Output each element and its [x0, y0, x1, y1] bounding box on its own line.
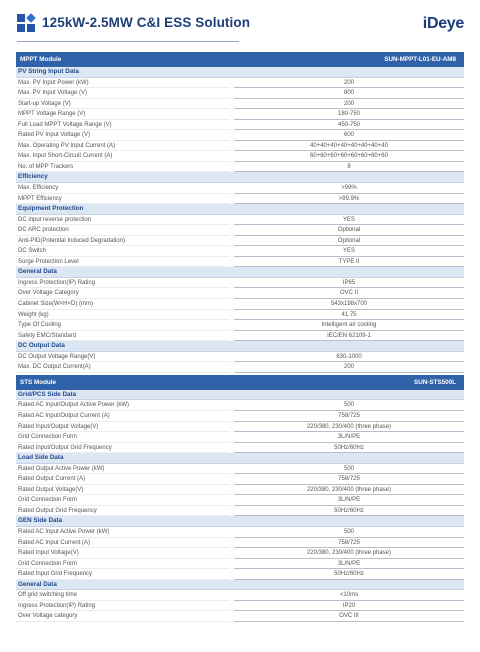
spec-label: MPPT Efficiency: [16, 194, 230, 205]
module-model: SUN-STS500L: [414, 378, 456, 386]
spec-row: [16, 474, 464, 485]
page-title: 125kW-2.5MW C&I ESS Solution: [42, 15, 251, 30]
section-heading: Load Side Data: [16, 453, 464, 464]
spec-row: [16, 506, 464, 517]
spec-label: Rated Output Current (A): [16, 474, 230, 485]
spec-row: [16, 422, 464, 433]
spec-label: Rated Input/Output Grid Frequency: [16, 443, 230, 454]
sts-module-header: [16, 375, 464, 390]
spec-value: 500: [234, 527, 464, 538]
spec-label: Rated Output Voltage(V): [16, 485, 230, 496]
spec-label: Rated Input Voltage(V): [16, 548, 230, 559]
spec-row: [16, 88, 464, 99]
spec-label: Rated AC Input/Output Current (A): [16, 411, 230, 422]
spec-label: Rated AC Input Current (A): [16, 538, 230, 549]
section-heading: Equipment Protection: [16, 204, 464, 215]
spec-label: Grid Connection Form: [16, 495, 230, 506]
spec-value: TYPE II: [234, 257, 464, 268]
spec-row: [16, 464, 464, 475]
spec-label: No. of MPP Trackers: [16, 162, 230, 173]
spec-value: YES: [234, 246, 464, 257]
section-heading: DC Output Data: [16, 341, 464, 352]
spec-value: 500: [234, 464, 464, 475]
spec-row: [16, 183, 464, 194]
module-label: STS Module: [20, 378, 57, 386]
spec-value: 3L/N/PE: [234, 495, 464, 506]
spec-row: [16, 569, 464, 580]
spec-value: 600: [234, 130, 464, 141]
spec-row: [16, 611, 464, 622]
spec-row: [16, 288, 464, 299]
spec-value: 630-1000: [234, 352, 464, 363]
spec-row: [16, 527, 464, 538]
spec-label: Surge Protection Level: [16, 257, 230, 268]
spec-label: Grid Connection Form: [16, 559, 230, 570]
spec-value: 180-750: [234, 109, 464, 120]
module-model: SUN-MPPT-L01-EU-AM8: [384, 56, 456, 63]
spec-label: Max. PV Input Voltage (V): [16, 88, 230, 99]
spec-value: 500: [234, 400, 464, 411]
spec-value: 543x198x700: [234, 299, 464, 310]
spec-label: Safety EMC/Standard: [16, 331, 230, 342]
spec-label: Rated AC Input/Output Active Power (kW): [16, 400, 230, 411]
spec-value: 3L/N/PE: [234, 559, 464, 570]
spec-label: Type Of Cooling: [16, 320, 230, 331]
spec-row: [16, 162, 464, 173]
spec-row: [16, 432, 464, 443]
spec-label: Max. DC Output Current(A): [16, 362, 230, 373]
spec-value: 200: [234, 362, 464, 373]
section-heading: Efficiency: [16, 172, 464, 183]
spec-row: [16, 78, 464, 89]
spec-value: Intelligent air cooling: [234, 320, 464, 331]
spec-row: [16, 411, 464, 422]
spec-label: Rated Output Active Power (kW): [16, 464, 230, 475]
spec-value: 3L/N/PE: [234, 432, 464, 443]
section-heading: General Data: [16, 580, 464, 591]
squares-logo-icon: [17, 14, 37, 34]
spec-row: [16, 194, 464, 205]
spec-row: [16, 310, 464, 321]
spec-row: [16, 215, 464, 226]
spec-label: DC Output Voltage Range(V): [16, 352, 230, 363]
spec-row: [16, 590, 464, 601]
spec-label: Max. PV Input Power (kW): [16, 78, 230, 89]
spec-label: Anti-PID(Potential Induced Degradation): [16, 236, 230, 247]
spec-value: Optional: [234, 225, 464, 236]
spec-row: [16, 320, 464, 331]
spec-value: 50Hz/60Hz: [234, 443, 464, 454]
mppt-spec-table: [16, 67, 464, 373]
spec-value: 758/725: [234, 538, 464, 549]
spec-label: Off grid switching time: [16, 590, 230, 601]
spec-value: YES: [234, 215, 464, 226]
spec-row: [16, 559, 464, 570]
spec-value: Optional: [234, 236, 464, 247]
spec-value: 8: [234, 162, 464, 173]
brand-logo: [423, 15, 464, 33]
spec-row: [16, 495, 464, 506]
spec-row: [16, 130, 464, 141]
spec-value: 40+40+40+40+40+40+40+40: [234, 141, 464, 152]
spec-value: >99%: [234, 183, 464, 194]
spec-label: Over Voltage category: [16, 611, 230, 622]
spec-value: 200: [234, 99, 464, 110]
spec-value: <10ms: [234, 590, 464, 601]
spec-row: [16, 257, 464, 268]
section-heading: GEN Side Data: [16, 516, 464, 527]
spec-label: Ingress Protection(IP) Rating: [16, 601, 230, 612]
spec-label: Rated PV Input Voltage (V): [16, 130, 230, 141]
spec-label: DC ARC protection: [16, 225, 230, 236]
spec-label: Max. Operating PV Input Current (A): [16, 141, 230, 152]
spec-value: 41.75: [234, 310, 464, 321]
spec-row: [16, 443, 464, 454]
spec-row: [16, 151, 464, 162]
spec-label: Rated Input/Output Voltage(V): [16, 422, 230, 433]
spec-value: 758/725: [234, 411, 464, 422]
spec-value: OVC III: [234, 611, 464, 622]
spec-label: Max. Efficiency: [16, 183, 230, 194]
spec-value: 50Hz/60Hz: [234, 569, 464, 580]
spec-value: 800: [234, 88, 464, 99]
section-heading: PV String Input Data: [16, 67, 464, 78]
spec-value: >99.9%: [234, 194, 464, 205]
spec-label: Max. Input Short-Circuit Current (A): [16, 151, 230, 162]
spec-label: Rated AC Input Active Power (kW): [16, 527, 230, 538]
spec-value: 60+60+60+60+60+60+60+60: [234, 151, 464, 162]
spec-label: Rated Input Grid Frequency: [16, 569, 230, 580]
spec-row: [16, 120, 464, 131]
logo-mark-icon: i: [422, 15, 427, 32]
spec-value: 450-750: [234, 120, 464, 131]
spec-label: Cabinet Size(W×H×D) (mm): [16, 299, 230, 310]
spec-value: 220/380, 230/400 (three phase): [234, 422, 464, 433]
spec-value: IEC/EN 62109-1: [234, 331, 464, 342]
spec-row: [16, 362, 464, 373]
spec-row: [16, 109, 464, 120]
spec-label: Weight (kg): [16, 310, 230, 321]
spec-label: Grid Connection Form: [16, 432, 230, 443]
spec-row: [16, 400, 464, 411]
title-underline: [17, 41, 239, 42]
spec-label: Over Voltage Category: [16, 288, 230, 299]
spec-label: MPPT Voltage Range (V): [16, 109, 230, 120]
spec-value: OVC II: [234, 288, 464, 299]
logo-text: Deye: [426, 15, 464, 32]
spec-value: 50Hz/60Hz: [234, 506, 464, 517]
page-header: [0, 0, 480, 42]
spec-label: Start-up Voltage (V): [16, 99, 230, 110]
spec-row: [16, 485, 464, 496]
spec-value: IP20: [234, 601, 464, 612]
spec-label: DC Switch: [16, 246, 230, 257]
section-heading: General Data: [16, 267, 464, 278]
spec-row: [16, 246, 464, 257]
spec-value: 200: [234, 78, 464, 89]
spec-value: 220/380, 230/400 (three phase): [234, 485, 464, 496]
spec-label: Ingress Protection(IP) Rating: [16, 278, 230, 289]
spec-row: [16, 278, 464, 289]
spec-value: IP65: [234, 278, 464, 289]
spec-row: [16, 331, 464, 342]
spec-row: [16, 299, 464, 310]
spec-row: [16, 352, 464, 363]
spec-label: Rated Output Grid Frequency: [16, 506, 230, 517]
spec-row: [16, 236, 464, 247]
spec-row: [16, 225, 464, 236]
spec-row: [16, 601, 464, 612]
sts-spec-table: [16, 390, 464, 622]
spec-row: [16, 99, 464, 110]
spec-row: [16, 548, 464, 559]
spec-value: 220/380, 230/400 (three phase): [234, 548, 464, 559]
spec-value: 758/725: [234, 474, 464, 485]
section-heading: Grid/PCS Side Data: [16, 390, 464, 401]
spec-label: Full Load MPPT Voltage Range (V): [16, 120, 230, 131]
mppt-module-header: [16, 52, 464, 67]
spec-label: DC input reverse protection: [16, 215, 230, 226]
spec-sheet: [16, 52, 464, 622]
module-label: MPPT Module: [20, 56, 62, 63]
spec-row: [16, 141, 464, 152]
spec-row: [16, 538, 464, 549]
